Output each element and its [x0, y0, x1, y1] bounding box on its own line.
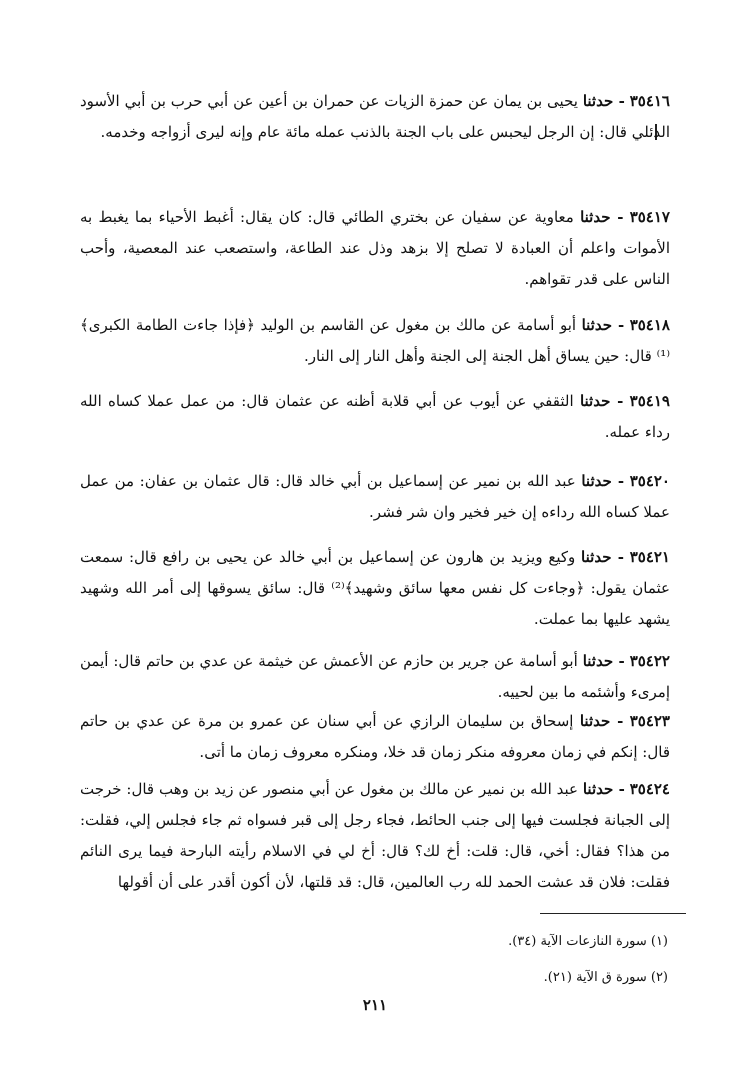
hadith-entry — [80, 466, 670, 528]
hadith-head: - حدثنا — [579, 392, 624, 410]
hadith-number: ٣٥٤٢١ — [629, 548, 670, 566]
hadith-number: ٣٥٤٢٠ — [629, 472, 670, 490]
hadith-text: عبد الله بن نمير عن إسماعيل بن أبي خالد قال: قال عثمان بن عفان: من عمل عملا كساه الله رداءه إن خير فخير وان شر فشر. — [80, 472, 670, 521]
hadith-head: - حدثنا — [581, 316, 625, 334]
hadith-head: - حدثنا — [582, 652, 625, 670]
footnote: (٢) سورة ق الآية (٢١). — [543, 970, 668, 985]
page-number: ٢١١ — [362, 996, 388, 1014]
hadith-text: أبو أسامة عن مالك بن مغول عن القاسم بن الوليد ﴿فإذا جاءت الطامة الكبرى﴾⁽¹⁾ قال: حين يساق أهل الجنة إلى الجنة وأهل النار إلى النار. — [80, 316, 670, 365]
hadith-entry — [80, 386, 670, 448]
hadith-entry — [80, 86, 670, 148]
hadith-number: ٣٥٤٢٤ — [629, 780, 670, 798]
hadith-text: معاوية عن سفيان عن بختري الطائي قال: كان يقال: أغبط الأحياء بما يغبط به الأموات واعلم أن العبادة لا تصلح إلا بزهد وذل عند الطاعة، واستصعب عند المعصية، وأحب الناس على قدر تقواهم. — [80, 208, 670, 288]
hadith-number: ٣٥٤١٦ — [629, 92, 670, 110]
hadith-number: ٣٥٤١٨ — [629, 316, 670, 334]
hadith-text: إسحاق بن سليمان الرازي عن أبي سنان عن عمرو بن مرة عن عدي بن حاتم قال: إنكم في زمان معروفه منكر زمان قد خلا، ومنكره معروف زمان ما أتى. — [80, 712, 670, 761]
hadith-head: - حدثنا — [579, 712, 624, 730]
hadith-head: - حدثنا — [580, 208, 624, 226]
hadith-entry — [80, 706, 670, 768]
hadith-head: - حدثنا — [582, 92, 625, 110]
hadith-text: أبو أسامة عن جرير بن حازم عن الأعمش عن خيثمة عن عدي بن حاتم قال: أيمن إمرىء وأشئمه ما بين لحييه. — [80, 652, 670, 701]
hadith-head: - حدثنا — [581, 548, 624, 566]
hadith-entry — [80, 646, 670, 708]
hadith-number: ٣٥٤١٩ — [629, 392, 670, 410]
hadith-entry — [80, 310, 670, 372]
hadith-entry — [80, 202, 670, 295]
hadith-head: - حدثنا — [582, 780, 625, 798]
footnote: (١) سورة النازعات الآية (٣٤). — [508, 934, 668, 949]
hadith-text: الثقفي عن أيوب عن أبي قلابة أظنه عن عثمان قال: من عمل عملا كساه الله رداء عمله. — [80, 392, 670, 441]
hadith-entry — [80, 542, 670, 635]
hadith-number: ٣٥٤٢٣ — [629, 712, 670, 730]
footnote-divider — [540, 913, 686, 914]
hadith-number: ٣٥٤٢٢ — [629, 652, 670, 670]
hadith-text: يحيى بن يمان عن حمزة الزيات عن حمران بن أعين عن أبي حرب بن أبي الأسود الدئلي قال: إن الرجل ليحبس على باب الجنة بالذنب عمله مائة عام وإنه ليرى أزواجه وخدمه. — [80, 92, 670, 141]
hadith-entry — [80, 774, 670, 898]
hadith-number: ٣٥٤١٧ — [629, 208, 670, 226]
hadith-head: - حدثنا — [581, 472, 625, 490]
hadith-text: عبد الله بن نمير عن مالك بن مغول عن أبي منصور عن زيد بن وهب قال: خرجت إلى الجبانة فجلست فيها إلى جنب الحائط، فجاء رجل إلى قبر فسواه ثم جاء فجلس إلي، فقلت: من هذا؟ فقال: أخي، قال: قلت: أخ لك؟ قال: أخ لي في الاسلام رأيته البارحة فيما يرى النائم فقلت: فلان قد عشت الحمد لله رب العالمين، قال: قد قلتها، لأن أكون أقدر على أن أقولها — [80, 780, 670, 891]
hadith-text: وكيع ويزيد بن هارون عن إسماعيل بن أبي خالد عن يحيى بن رافع قال: سمعت عثمان يقول: ﴿وجاءت كل نفس معها سائق وشهيد﴾⁽²⁾ قال: سائق يسوقها إلى أمر الله وشهيد يشهد عليها بما عملت. — [80, 548, 670, 628]
